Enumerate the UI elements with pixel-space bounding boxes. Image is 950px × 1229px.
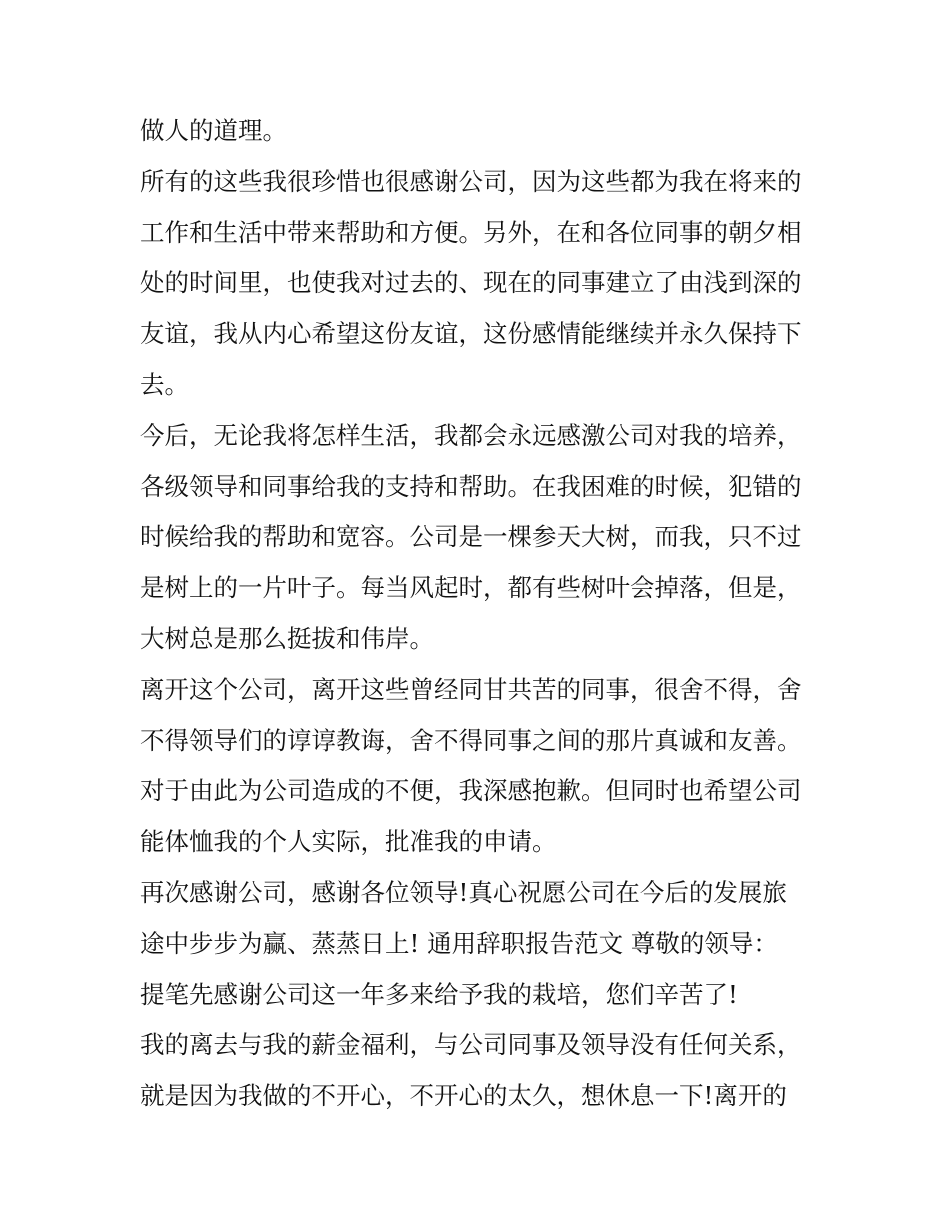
text-line: 再次感谢公司，感谢各位领导!真心祝愿公司在今后的发展旅 [140, 877, 787, 907]
text-line: 就是因为我做的不开心，不开心的太久，想休息一下!离开的 [140, 1081, 787, 1111]
text-line: 提笔先感谢公司这一年多来给予我的栽培，您们辛苦了! [140, 979, 738, 1009]
text-line: 各级领导和同事给我的支持和帮助。在我困难的时候，犯错的 [140, 471, 802, 501]
text-line: 不得领导们的谆谆教诲，舍不得同事之间的那片真诚和友善。 [140, 725, 802, 755]
text-line: 我的离去与我的薪金福利，与公司同事及领导没有任何关系， [140, 1030, 802, 1060]
text-line: 去。 [140, 369, 189, 399]
text-line: 所有的这些我很珍惜也很感谢公司，因为这些都为我在将来的 [140, 166, 802, 196]
text-line: 时候给我的帮助和宽容。公司是一棵参天大树，而我，只不过 [140, 522, 802, 552]
text-line: 大树总是那么挺拔和伟岸。 [140, 623, 434, 653]
text-line: 离开这个公司，离开这些曾经同甘共苦的同事，很舍不得，舍 [140, 674, 802, 704]
document-body [140, 106, 820, 1122]
text-line: 今后，无论我将怎样生活，我都会永远感激公司对我的培养， [140, 420, 802, 450]
text-line: 途中步步为赢、蒸蒸日上! 通用辞职报告范文 尊敬的领导： [140, 928, 778, 958]
text-line: 工作和生活中带来帮助和方便。另外，在和各位同事的朝夕相 [140, 217, 802, 247]
text-line: 处的时间里，也使我对过去的、现在的同事建立了由浅到深的 [140, 268, 802, 298]
text-line: 是树上的一片叶子。每当风起时，都有些树叶会掉落，但是， [140, 573, 802, 603]
text-line: 能体恤我的个人实际，批准我的申请。 [140, 827, 557, 857]
text-line: 做人的道理。 [140, 116, 287, 145]
text-line: 友谊，我从内心希望这份友谊，这份感情能继续并永久保持下 [140, 319, 802, 349]
text-line: 对于由此为公司造成的不便，我深感抱歉。但同时也希望公司 [140, 776, 802, 806]
